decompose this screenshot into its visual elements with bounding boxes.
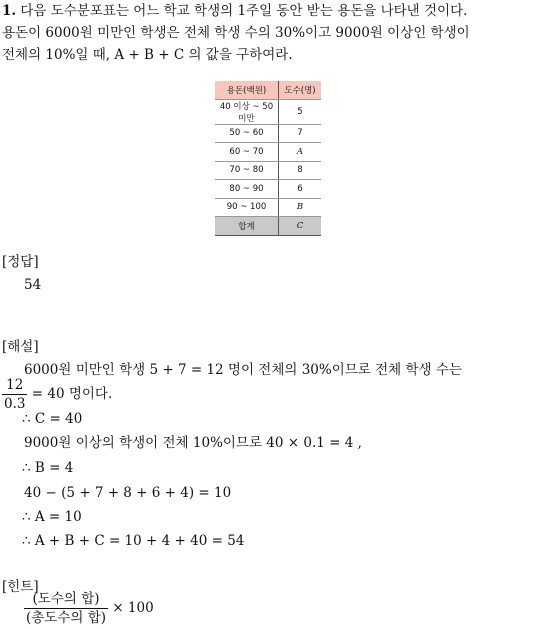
- hint-denominator: (총도수의 합): [26, 610, 107, 626]
- table-cell-frequency: A: [279, 143, 322, 162]
- table-header-frequency: 도수(명): [279, 81, 322, 99]
- problem-line-2: 용돈이 6000원 미만인 학생은 전체 학생 수의 30%이고 9000원 이상인 학생이: [2, 25, 470, 41]
- solution-line-6: 40 − (5 + 7 + 8 + 6 + 4) = 10: [24, 485, 232, 501]
- problem-line-3: 전체의 10%일 때, A + B + C 의 값을 구하여라.: [2, 47, 293, 63]
- frequency-table: [215, 81, 321, 236]
- table-cell-frequency: 6: [279, 180, 322, 199]
- table-cell-frequency: 7: [279, 124, 322, 143]
- answer-value: 54: [24, 277, 42, 293]
- solution-label: [해설]: [2, 339, 39, 355]
- table-cell-frequency: 8: [279, 161, 322, 180]
- hint-label: [힌트]: [2, 579, 39, 595]
- table-total-value: C: [279, 217, 322, 236]
- table-header-row: [215, 81, 321, 99]
- solution-line-8: ∴ A + B + C = 10 + 4 + 40 = 54: [22, 533, 245, 549]
- table-cell-frequency: B: [279, 198, 322, 217]
- answer-label: [정답]: [2, 254, 39, 270]
- problem-number: 1.: [2, 3, 17, 19]
- hint-multiplier: × 100: [112, 600, 154, 616]
- table-cell-range: 70 ~ 80: [215, 161, 279, 180]
- table-row: [215, 99, 321, 124]
- solution-line-5: ∴ B = 4: [22, 460, 74, 476]
- solution-line-4: 9000원 이상의 학생이 전체 10%이므로 40 × 0.1 = 4 ,: [24, 435, 362, 451]
- table-row: [215, 124, 321, 143]
- hint-formula: [24, 590, 154, 627]
- table-cell-frequency: 5: [279, 99, 322, 124]
- table-cell-range: 40 이상 ~ 50 미만: [215, 99, 279, 124]
- table-header-allowance: 용돈(백원): [215, 81, 279, 99]
- table-total-row: [215, 217, 321, 236]
- table-row: [215, 143, 321, 162]
- table-cell-range: 50 ~ 60: [215, 124, 279, 143]
- fraction-denominator: 0.3: [4, 396, 26, 412]
- solution-line-2-text: = 40 명이다.: [31, 386, 113, 402]
- table-cell-range: 80 ~ 90: [215, 180, 279, 199]
- table-total-label: 합계: [215, 217, 279, 236]
- problem-text-1: 다음 도수분포표는 어느 학교 학생의 1주일 동안 받는 용돈을 나타낸 것이다.: [20, 3, 468, 19]
- table-cell-range: 90 ~ 100: [215, 198, 279, 217]
- table-cell-range: 60 ~ 70: [215, 143, 279, 162]
- hint-numerator: (도수의 합): [24, 590, 108, 609]
- solution-line-1: 6000원 미만인 학생 5 + 7 = 12 명이 전체의 30%이므로 전체 학생 수는: [24, 362, 462, 378]
- table-row: [215, 180, 321, 199]
- fraction-numerator: 12: [2, 376, 27, 395]
- problem-line-1: [2, 0, 467, 22]
- hint-fraction: [24, 590, 108, 627]
- table-row: [215, 161, 321, 180]
- table-row: [215, 198, 321, 217]
- solution-line-7: ∴ A = 10: [22, 509, 82, 525]
- solution-line-3: ∴ C = 40: [22, 411, 83, 427]
